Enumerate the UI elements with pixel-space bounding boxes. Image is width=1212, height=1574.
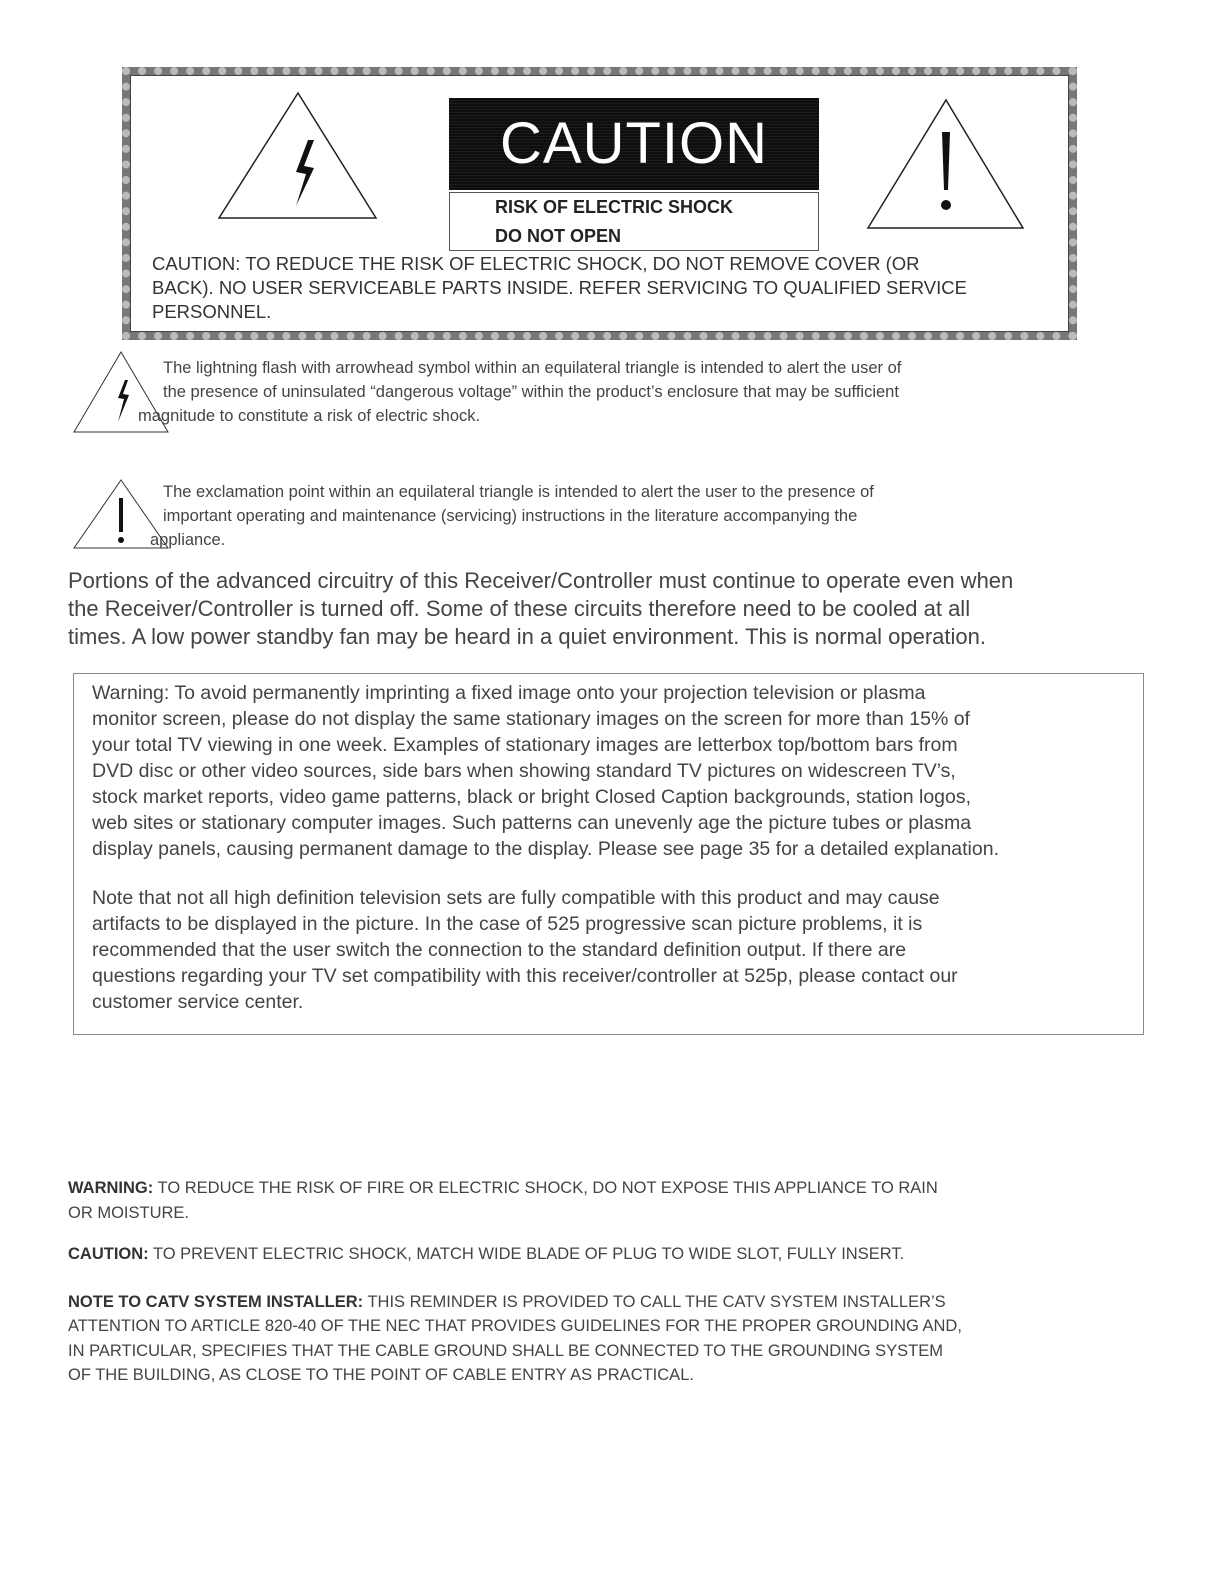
- caution-notice-text: TO PREVENT ELECTRIC SHOCK, MATCH WIDE BLADE OF PLUG TO WIDE SLOT, FULLY INSERT.: [148, 1245, 905, 1263]
- caution-text-line: PERSONNEL.: [152, 301, 272, 322]
- standby-paragraph-line: Portions of the advanced circuitry of this Receiver/Controller must continue to operate even when: [68, 568, 1014, 593]
- lightning-warning-triangle-icon: [216, 90, 380, 222]
- exclamation-warning-triangle-icon: [865, 98, 1027, 230]
- warning-paragraph-line: Warning: To avoid permanently imprinting a fixed image onto your projection television or plasma: [92, 682, 926, 704]
- warning-notice-line: OR MOISTURE.: [68, 1204, 190, 1222]
- compatibility-note-line: recommended that the user switch the connection to the standard definition output. If there are: [92, 939, 907, 961]
- compatibility-note-line: Note that not all high definition television sets are fully compatible with this product and may cause: [92, 887, 940, 909]
- catv-label: NOTE TO CATV SYSTEM INSTALLER:: [68, 1293, 364, 1311]
- warning-paragraph-line: monitor screen, please do not display the same stationary images on the screen for more than 15% of: [92, 708, 970, 730]
- caution-notice-line: [68, 1245, 904, 1264]
- risk-line-1: RISK OF ELECTRIC SHOCK: [495, 197, 734, 217]
- warning-paragraph-line: display panels, causing permanent damage to the display. Please see page 35 for a detailed explanation.: [92, 838, 999, 860]
- caution-text-line: CAUTION: TO REDUCE THE RISK OF ELECTRIC SHOCK, DO NOT REMOVE COVER (OR: [152, 253, 920, 274]
- catv-notice-line: [68, 1293, 946, 1312]
- catv-notice-line: IN PARTICULAR, SPECIFIES THAT THE CABLE GROUND SHALL BE CONNECTED TO THE GROUNDING SYSTEM: [68, 1342, 943, 1360]
- lightning-explanation-line: The lightning flash with arrowhead symbol within an equilateral triangle is intended to alert the user of: [163, 359, 902, 377]
- warning-paragraph-line: your total TV viewing in one week. Examples of stationary images are letterbox top/bottom bars from: [92, 734, 958, 756]
- exclamation-explanation-line: appliance.: [150, 531, 226, 549]
- standby-paragraph-line: times. A low power standby fan may be heard in a quiet environment. This is normal operation.: [68, 624, 986, 649]
- catv-notice-line: ATTENTION TO ARTICLE 820-40 OF THE NEC THAT PROVIDES GUIDELINES FOR THE PROPER GROUNDING AND,: [68, 1317, 962, 1335]
- lightning-explanation-line: the presence of uninsulated “dangerous voltage” within the product’s enclosure that may be sufficient: [163, 383, 899, 401]
- exclamation-explanation-line: The exclamation point within an equilateral triangle is intended to alert the user to the presence of: [163, 483, 874, 501]
- catv-text: THIS REMINDER IS PROVIDED TO CALL THE CATV SYSTEM INSTALLER’S: [363, 1293, 946, 1311]
- lightning-explanation-line: magnitude to constitute a risk of electric shock.: [138, 407, 481, 425]
- compatibility-note-line: customer service center.: [92, 991, 304, 1013]
- compatibility-note-line: questions regarding your TV set compatibility with this receiver/controller at 525p, please contact our: [92, 965, 958, 987]
- warning-paragraph-line: web sites or stationary computer images. Such patterns can unevenly age the picture tubes or plasma: [92, 812, 972, 834]
- compatibility-note-line: artifacts to be displayed in the picture. In the case of 525 progressive scan picture problems, it is: [92, 913, 923, 935]
- warning-text: TO REDUCE THE RISK OF FIRE OR ELECTRIC SHOCK, DO NOT EXPOSE THIS APPLIANCE TO RAIN: [153, 1179, 938, 1197]
- warning-label: WARNING:: [68, 1179, 154, 1197]
- exclamation-explanation-line: important operating and maintenance (servicing) instructions in the literature accompanying the: [163, 507, 858, 525]
- warning-notice-line: [68, 1179, 938, 1198]
- warning-paragraph-line: DVD disc or other video sources, side bars when showing standard TV pictures on widescreen TV’s,: [92, 760, 956, 782]
- caution-notice-label: CAUTION:: [68, 1245, 149, 1263]
- risk-box: [449, 192, 819, 251]
- catv-notice-line: OF THE BUILDING, AS CLOSE TO THE POINT OF CABLE ENTRY AS PRACTICAL.: [68, 1366, 694, 1384]
- caution-title: CAUTION: [449, 98, 819, 190]
- caution-text-line: BACK). NO USER SERVICEABLE PARTS INSIDE. REFER SERVICING TO QUALIFIED SERVICE: [152, 277, 967, 298]
- warning-paragraph-line: stock market reports, video game patterns, black or bright Closed Caption backgrounds, station logos,: [92, 786, 972, 808]
- standby-paragraph-line: the Receiver/Controller is turned off. Some of these circuits therefore need to be cooled at all: [68, 596, 971, 621]
- risk-line-2: DO NOT OPEN: [495, 226, 622, 246]
